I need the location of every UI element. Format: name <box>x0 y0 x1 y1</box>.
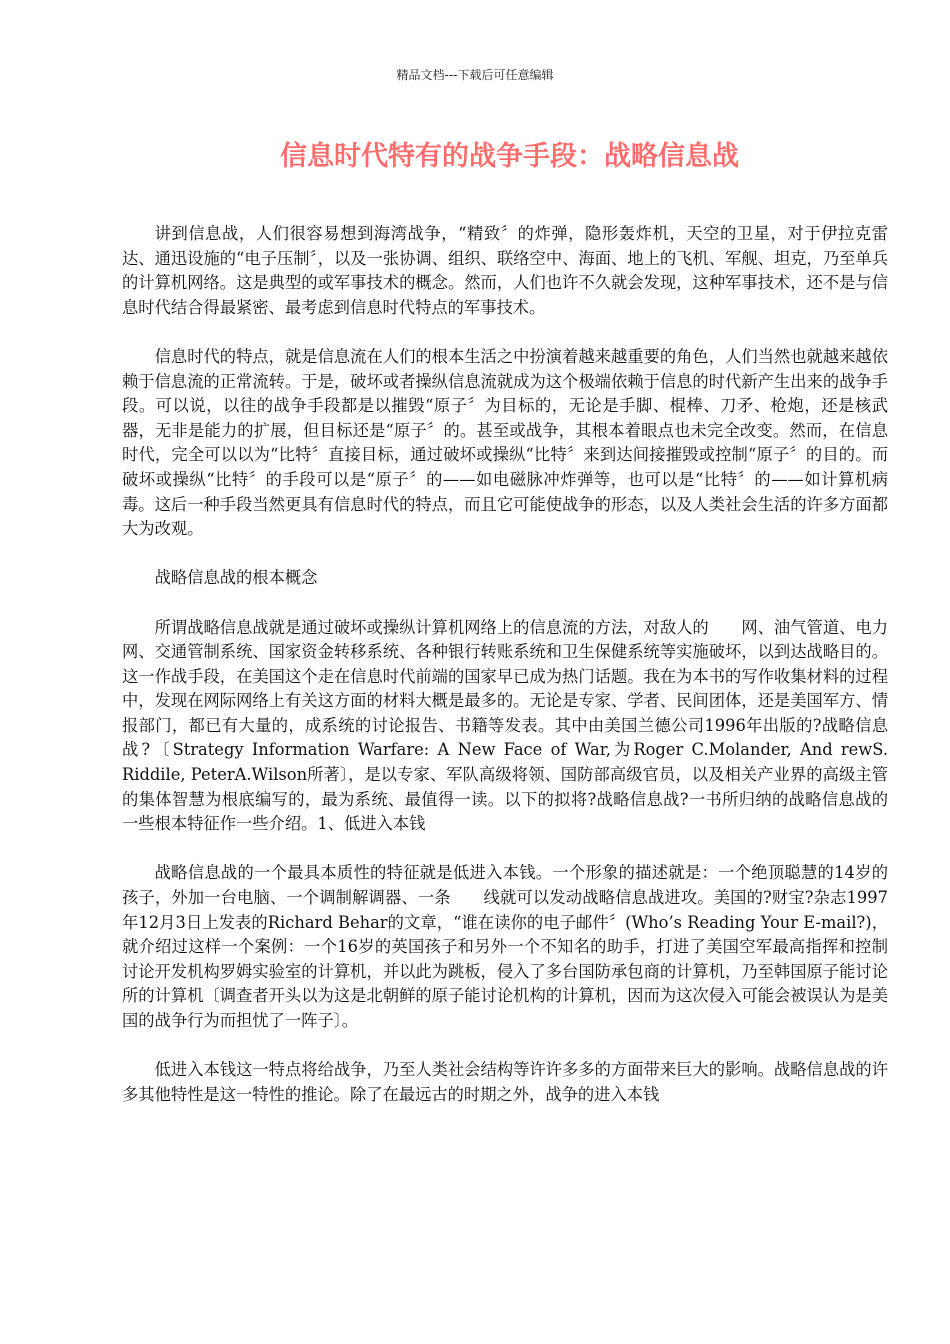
page-header-watermark: 精品文档---下载后可任意编辑 <box>396 68 554 82</box>
paragraph-definition: 所谓战略信息战就是通过破坏或操纵计算机网络上的信息流的方法，对敌人的 网、油气管道、电力网、交通管制系统、国家资金转移系统、各种银行转账系统和卫生保健系统等实施破坏，以到达战略目的。这一作战手段，在美国这个走在信息时代前端的国家早已成为热门话题。我在为本书的写作收集材料的过程中，发现在网际网络上有关这方面的材料大概是最多的。无论是专家、学者、民间团体，还是美国军方、情报部门，都已有大量的，成系统的讨论报告、书籍等发表。其中由美国兰德公司1996年出版的?战略信息战?〔Strategy Information Warfare: A New Face of War,为Roger C.Molander, And rewS. Riddile, PeterA.Wilson所著〕，是以专家、军队高级将领、国防部高级官员，以及相关产业界的高级主管的集体智慧为根底编写的，最为系统、最值得一读。以下的拟将?战略信息战?一书所归纳的战略信息战的一些根本特征作一些介绍。1、低进入本钱 <box>122 617 888 834</box>
paragraph-information-age: 信息时代的特点，就是信息流在人们的根本生活之中扮演着越来越重要的角色，人们当然也就越来越依赖于信息流的正常流转。于是，破坏或者操纵信息流就成为这个极端依赖于信息的时代新产生出来的战争手段。可以说，以往的战争手段都是以摧毁“原子〞为目标的，无论是手脚、棍棒、刀矛、枪炮，还是核武器，无非是能力的扩展，但目标还是“原子〞的。甚至或战争，其根本着眼点也未完全改变。然而，在信息时代，完全可以以为“比特〞直接目标，通过破坏或操纵“比特〞来到达间接摧毁或控制“原子〞的目的。而破坏或操纵“比特〞的手段可以是“原子〞的——如电磁脉冲炸弹等，也可以是“比特〞的——如计算机病毒。这后一种手段当然更具有信息时代的特点，而且它可能使战争的形态，以及人类社会生活的许多方面都大为改观。 <box>122 346 888 539</box>
paragraph-intro: 讲到信息战，人们很容易想到海湾战争，“精致〞的炸弹，隐形轰炸机，天空的卫星，对于伊拉克雷达、通迅设施的“电子压制〞，以及一张协调、组织、联络空中、海面、地上的飞机、军舰、坦克，乃至单兵的计算机网络。这是典型的或军事技术的概念。然而，人们也许不久就会发现，这种军事技术，还不是与信息时代结合得最紧密、最考虑到信息时代特点的军事技术。 <box>122 224 888 317</box>
document-title: 信息时代特有的战争手段：战略信息战 <box>280 141 739 172</box>
document-body <box>122 222 888 1132</box>
section-heading: 战略信息战的根本概念 <box>154 568 318 588</box>
paragraph-impact: 低进入本钱这一特点将给战争，乃至人类社会结构等许许多多的方面带来巨大的影响。战略信息战的许多其他特性是这一特性的推论。除了在最远古的时期之外，战争的进入本钱 <box>122 1060 888 1104</box>
paragraph-low-entry-cost: 战略信息战的一个最具本质性的特征就是低进入本钱。一个形象的描述就是：一个绝顶聪慧的14岁的孩子，外加一台电脑、一个调制解调器、一条 线就可以发动战略信息战进攻。美国的?财宝?杂志1997年12月3日上发表的Richard Behar的文章，“谁在读你的电子邮件〞(Who’s Reading Your E-mail?)，就介绍过这样一个案例：一个16岁的英国孩子和另外一个不知名的助手，打进了美国空军最高指挥和控制讨论开发机构罗姆实验室的计算机，并以此为跳板，侵入了多台国防承包商的计算机，乃至韩国原子能讨论所的计算机〔调查者开头以为这是北朝鲜的原子能讨论机构的计算机，因而为这次侵入可能会被误认为是美国的战争行为而担忧了一阵子〕。 <box>122 863 888 1030</box>
